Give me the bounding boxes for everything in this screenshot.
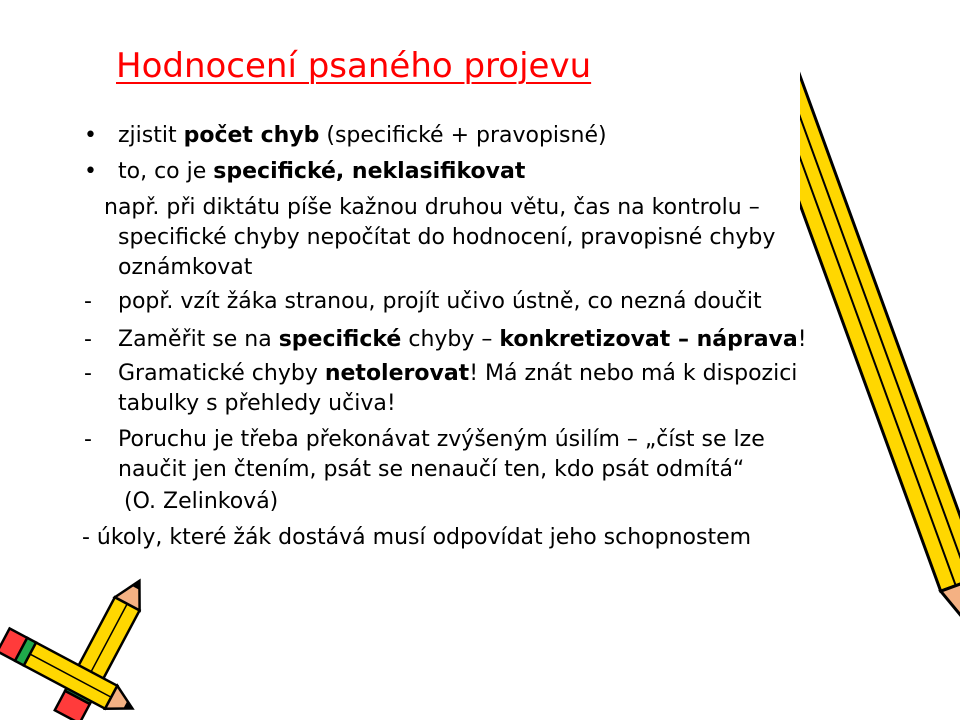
text-run: zjistit (118, 123, 184, 148)
dash-marker: - (84, 327, 92, 352)
slide-title: Hodnocení psaného projevu (116, 46, 592, 86)
bullet-marker: • (84, 123, 97, 148)
text-run: to, co je (118, 159, 214, 184)
dash-text-continuation: naučit jen čtením, psát se nenaučí ten, kdo psát odmítá“ (118, 457, 745, 482)
dash-text-continuation: tabulky s přehledy učiva! (118, 391, 396, 416)
emphasis-text: netolerovat (324, 361, 470, 386)
bullet-text (118, 122, 607, 150)
text-run: (specifické + pravopisné) (319, 123, 607, 148)
text-run: Gramatické chyby (118, 361, 325, 386)
emphasis-text: specifické (278, 327, 402, 352)
dash-text: popř. vzít žáka stranou, projít učivo ústně, co nezná doučit (118, 289, 762, 314)
bullet-marker: • (84, 159, 97, 184)
emphasis-text: konkretizovat – náprava (499, 327, 798, 352)
dash-marker: - (84, 361, 92, 386)
example-line: např. při diktátu píše kažnou druhou větu, čas na kontrolu – (104, 195, 760, 220)
dash-marker: - (84, 427, 92, 452)
dash-marker: - (84, 289, 92, 314)
citation: (O. Zelinková) (124, 489, 279, 514)
emphasis-text: počet chyb (183, 123, 320, 148)
text-run: chyby – (401, 327, 500, 352)
text-run: ! Má znát nebo má k dispozici (469, 361, 798, 386)
pencil-icon (797, 0, 960, 720)
dash-text: Poruchu je třeba překonávat zvýšeným úsilím – „číst se lze (118, 427, 765, 452)
emphasis-text: specifické, neklasifikovat (213, 159, 526, 184)
example-line: specifické chyby nepočítat do hodnocení, pravopisné chyby (118, 225, 776, 250)
example-line: oznámkovat (118, 255, 253, 280)
bullet-text (118, 158, 525, 186)
text-run: ! (797, 327, 807, 352)
dash-text (118, 326, 807, 354)
text-run: Zaměřit se na (118, 327, 279, 352)
pencil-icon (0, 560, 200, 720)
closing-line: - úkoly, které žák dostává musí odpovídat jeho schopnostem (82, 525, 752, 550)
dash-text (118, 360, 797, 388)
